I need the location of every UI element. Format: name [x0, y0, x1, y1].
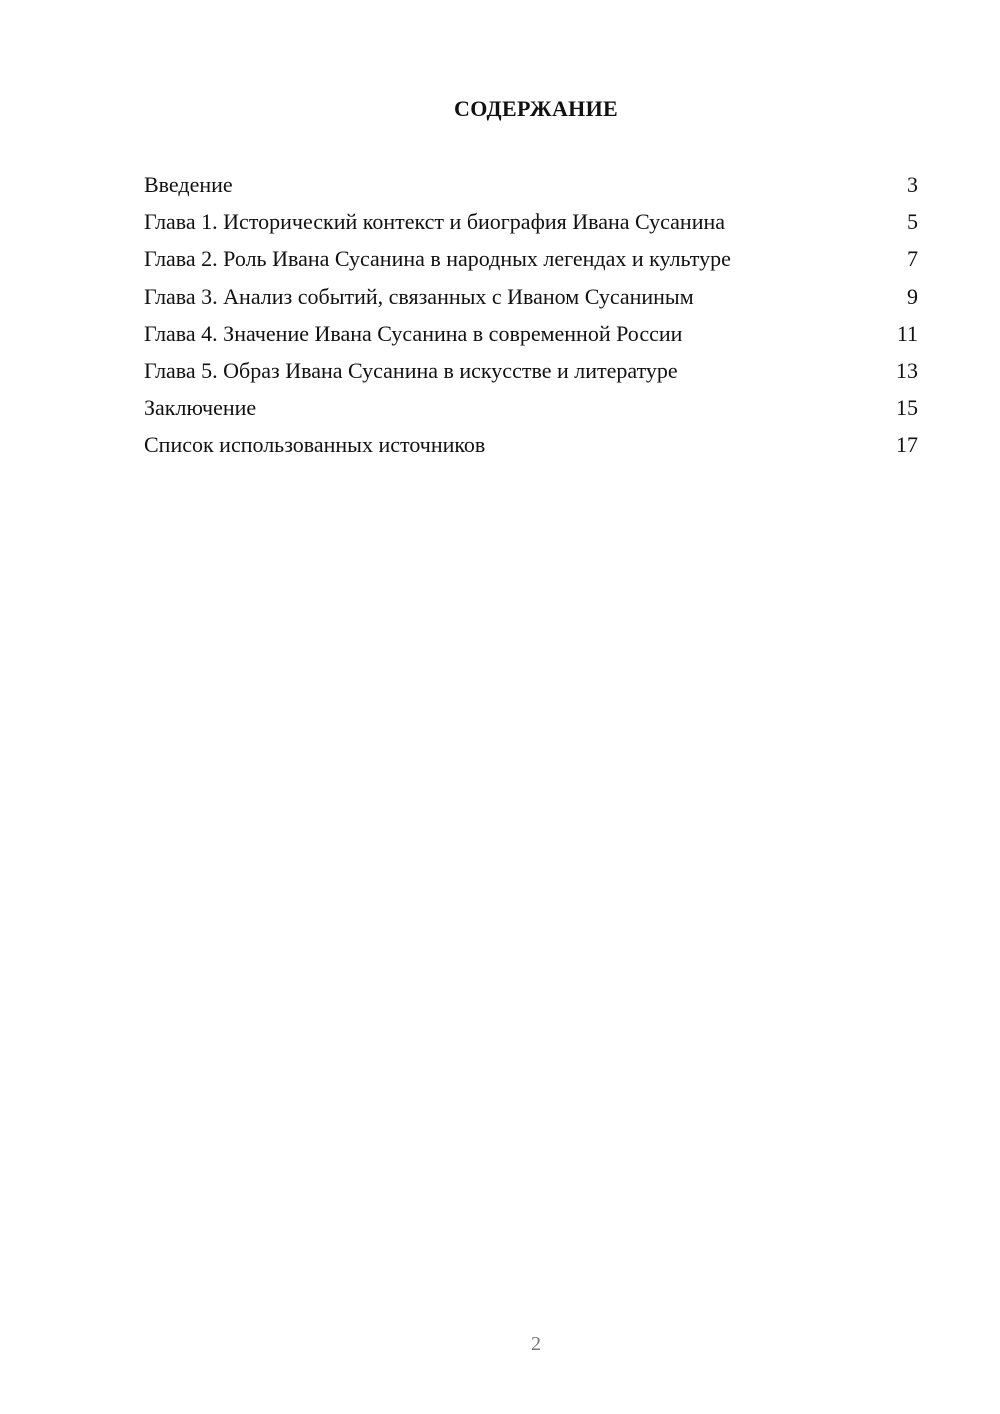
toc-entry-chapter-5 [144, 354, 918, 391]
toc-entry-label: Введение [144, 172, 233, 197]
page-title: СОДЕРЖАНИЕ [454, 96, 618, 121]
toc-entry-label: Заключение [144, 395, 257, 421]
toc-entry-page: 5 [907, 209, 918, 235]
toc-entry-label: Глава 1. Исторический контекст и биография Ивана Сусанина [144, 209, 726, 235]
toc-entry-chapter-1 [144, 205, 918, 242]
toc-entry-introduction [144, 168, 918, 205]
toc-entry-label: Список использованных источников [144, 432, 486, 458]
page-number: 2 [531, 1333, 541, 1355]
toc-entry-chapter-4 [144, 317, 918, 354]
toc-entry-page: 7 [907, 246, 918, 272]
toc-entry-label: Глава 5. Образ Ивана Сусанина в искусстве и литературе [144, 357, 678, 383]
toc-entry-label: Глава 4. Значение Ивана Сусанина в современной России [144, 320, 683, 346]
toc-entry-page: 15 [896, 395, 918, 421]
table-of-contents [144, 168, 918, 466]
toc-entry-label: Глава 2. Роль Ивана Сусанина в народных легендах и культуре [144, 246, 731, 272]
toc-entry-references [144, 428, 918, 465]
toc-entry-chapter-2 [144, 242, 918, 279]
toc-entry-conclusion [144, 391, 918, 428]
toc-entry-chapter-3 [144, 280, 918, 317]
toc-entry-page: 9 [907, 283, 918, 309]
toc-entry-label: Глава 3. Анализ событий, связанных с Иваном Сусаниным [144, 283, 694, 309]
toc-entry-page: 3 [907, 172, 918, 197]
toc-entry-page: 17 [896, 432, 918, 458]
toc-entry-page: 13 [896, 357, 918, 383]
toc-entry-page: 11 [896, 320, 918, 346]
